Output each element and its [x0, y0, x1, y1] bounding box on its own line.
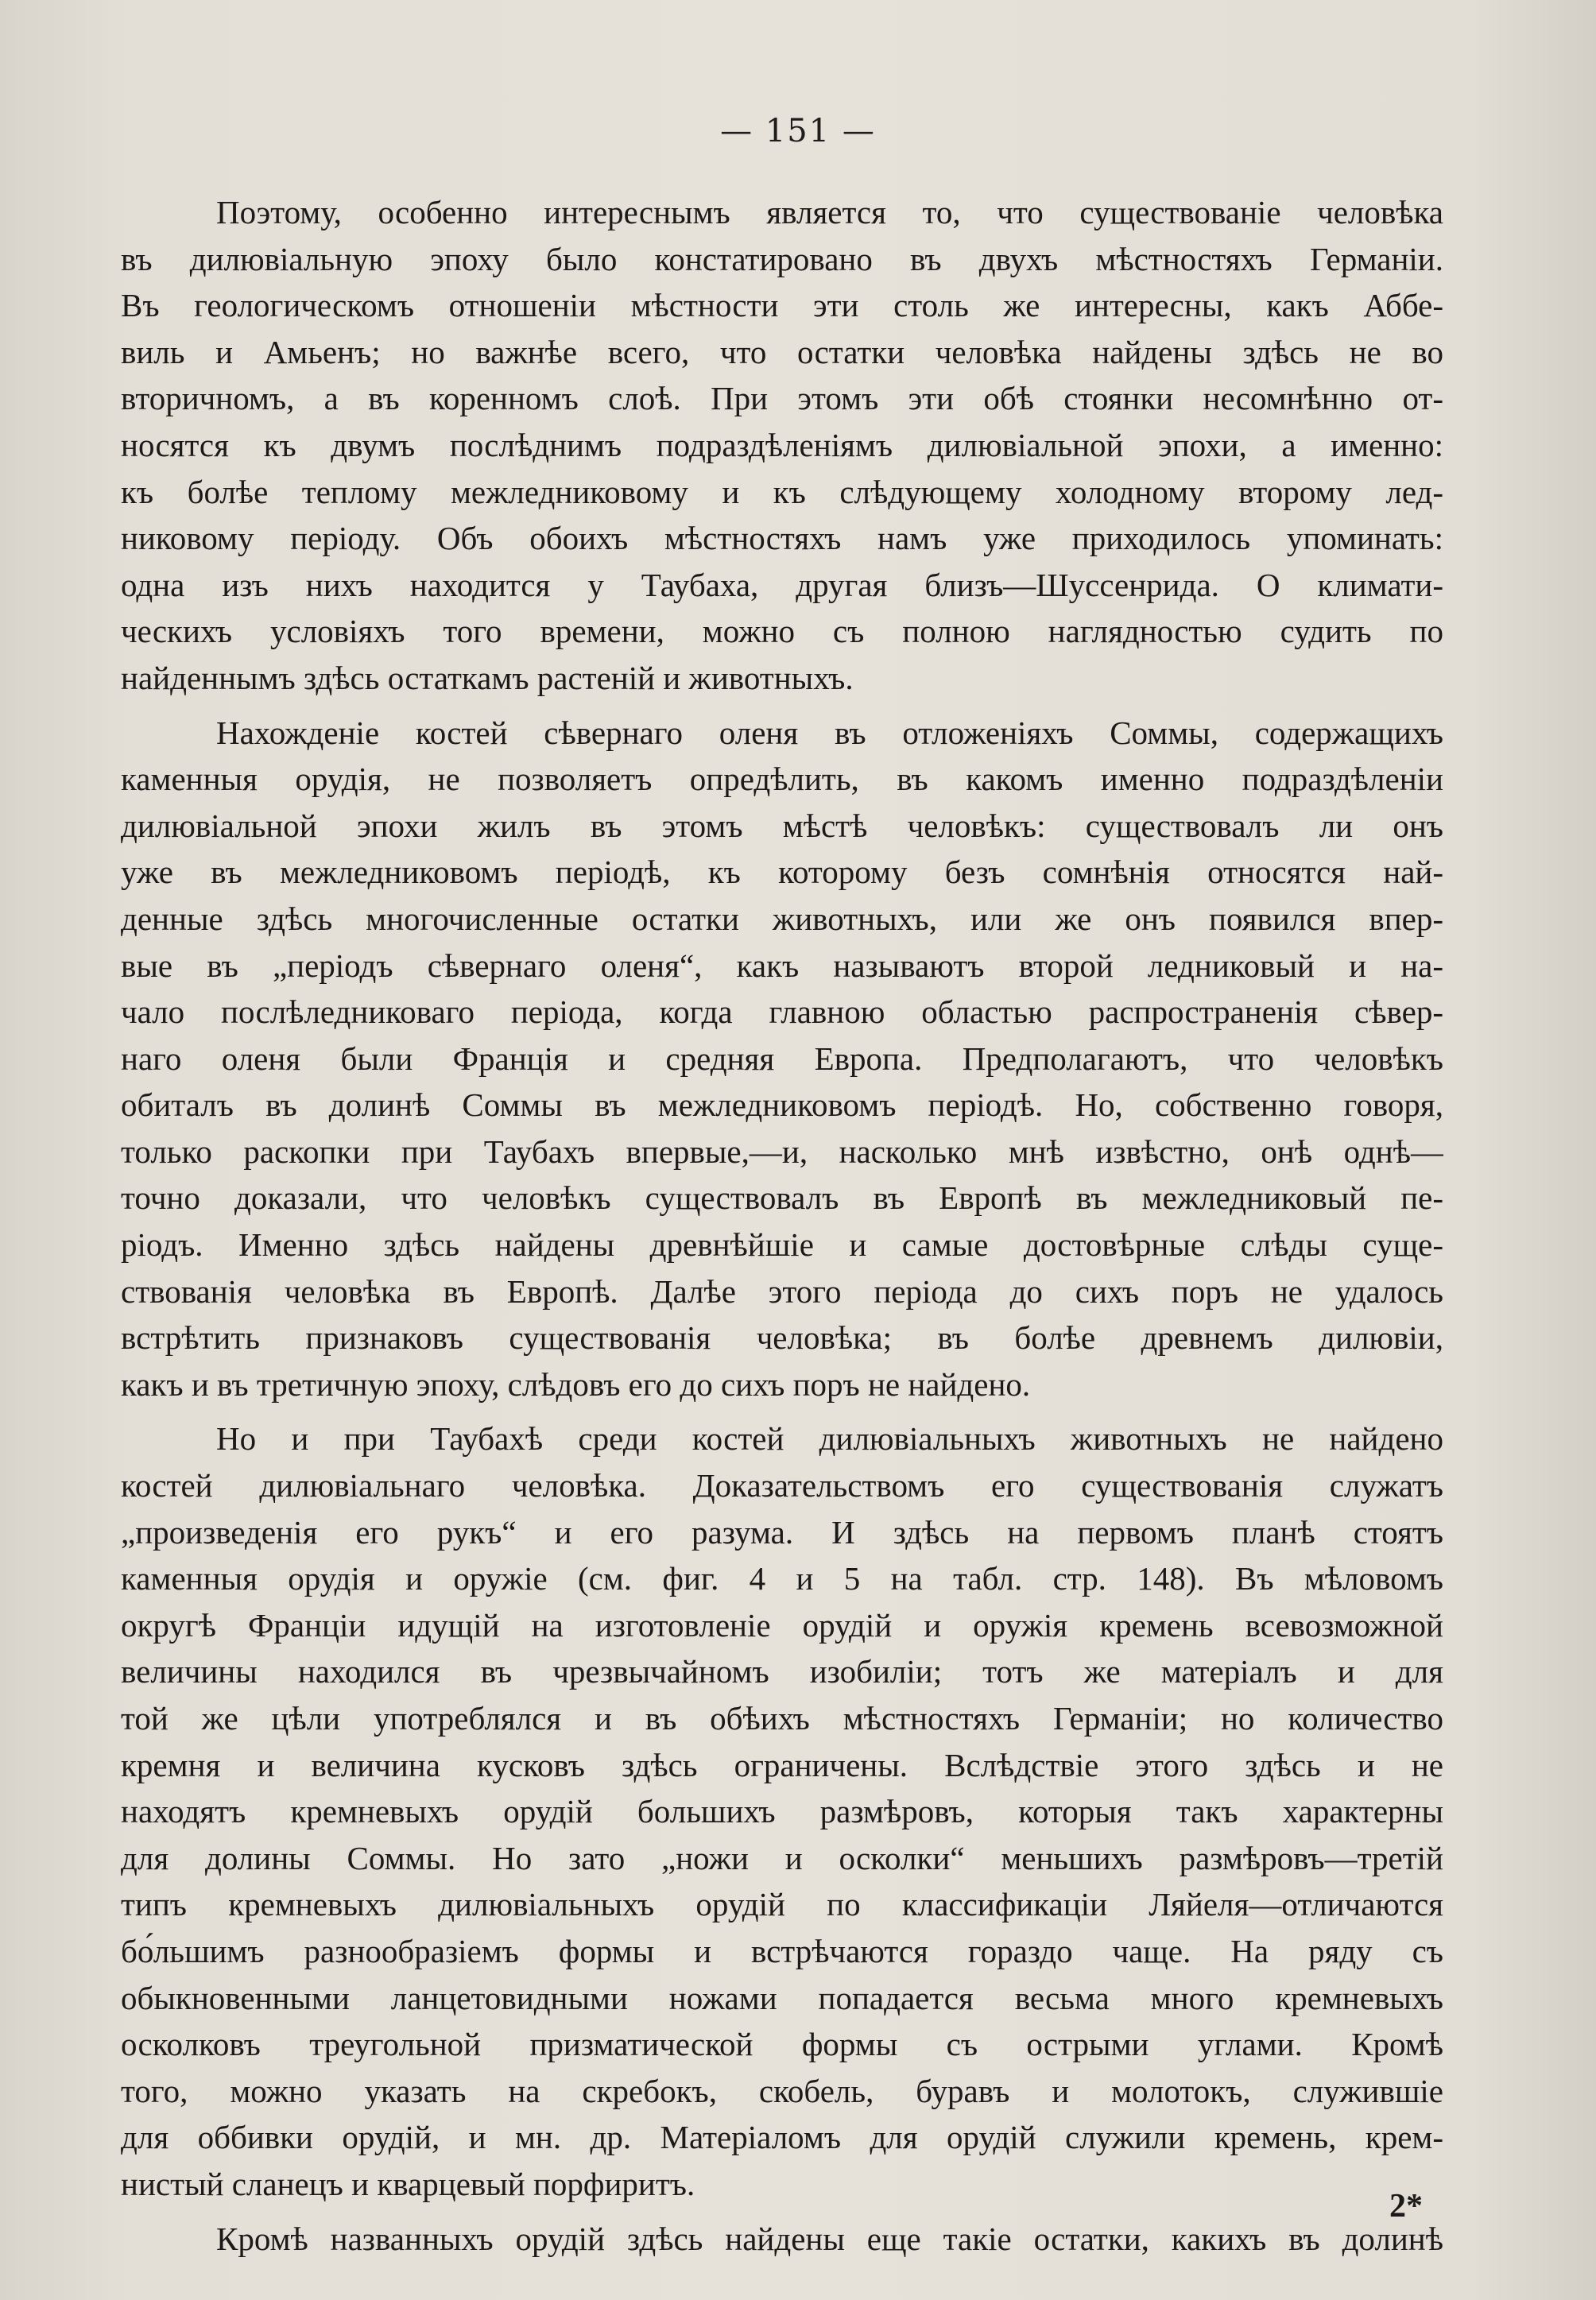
text-line: величины находился въ чрезвычайномъ изобиліи; тотъ же матеріалъ и для	[121, 1653, 1443, 1690]
text-line: нистый сланецъ и кварцевый порфиритъ.	[121, 2165, 695, 2202]
text-line: обыкновенными ланцетовидными ножами попадается весьма много кремневыхъ	[121, 1979, 1443, 2016]
text-line: какъ и въ третичную эпоху, слѣдовъ его до сихъ поръ не найдено.	[121, 1365, 1031, 1403]
text-line: Нахожденіе костей сѣвернаго оленя въ отложеніяхъ Соммы, содержащихъ	[216, 714, 1443, 751]
text-line: виль и Амьенъ; но важнѣе всего, что остатки человѣка найдены здѣсь не во	[121, 333, 1443, 370]
text-line: носятся къ двумъ послѣднимъ подраздѣленіямъ дилювіальной эпохи, а именно:	[121, 426, 1443, 463]
paragraph-3	[121, 1415, 1443, 2207]
text-line: осколковъ треугольной призматической формы съ острыми углами. Кромѣ	[121, 2026, 1443, 2063]
text-line: денные здѣсь многочисленные остатки животныхъ, или же онъ появился впер-	[121, 900, 1443, 937]
text-line: для долины Соммы. Но зато „ножи и осколки“ меньшихъ размѣровъ—третій	[121, 1839, 1443, 1876]
text-line: Въ геологическомъ отношеніи мѣстности эти столь же интересны, какъ Аббе-	[121, 287, 1443, 324]
text-line: обиталъ въ долинѣ Соммы въ межледниковомъ періодѣ. Но, собственно говоря,	[121, 1086, 1443, 1124]
text-line: Но и при Таубахѣ среди костей дилювіальныхъ животныхъ не найдено	[216, 1420, 1443, 1458]
text-line: только раскопки при Таубахъ впервые,—и, насколько мнѣ извѣстно, онѣ однѣ—	[121, 1133, 1443, 1170]
text-line: для оббивки орудій, и мн. др. Матеріаломъ для орудій служили кремень, крем-	[121, 2119, 1443, 2156]
text-line: въ дилювіальную эпоху было констатировано въ двухъ мѣстностяхъ Германіи.	[121, 240, 1443, 277]
text-line: къ болѣе теплому межледниковому и къ слѣдующему холодному второму лед-	[121, 473, 1443, 510]
text-line: костей дилювіальнаго человѣка. Доказательствомъ его существованія служатъ	[121, 1467, 1443, 1504]
text-line: наго оленя были Франція и средняя Европа. Предполагаютъ, что человѣкъ	[121, 1040, 1443, 1077]
text-line: бо́льшимъ разнообразіемъ формы и встрѣчаются гораздо чаще. На ряду съ	[121, 1932, 1443, 1969]
text-line: ріодъ. Именно здѣсь найдены древнѣйшіе и самые достовѣрные слѣды суще-	[121, 1226, 1443, 1264]
text-line: никовому періоду. Объ обоихъ мѣстностяхъ намъ уже приходилось упоминать:	[121, 520, 1443, 557]
text-line: Кромѣ названныхъ орудій здѣсь найдены еще такіе остатки, какихъ въ долинѣ	[216, 2220, 1443, 2257]
text-line: вые въ „періодъ сѣвернаго оленя“, какъ называютъ второй ледниковый и на-	[121, 947, 1443, 984]
text-line: округѣ Франціи идущій на изготовленіе орудій и оружія кремень всевозможной	[121, 1606, 1443, 1644]
text-line: вторичномъ, а въ коренномъ слоѣ. При этомъ эти обѣ стоянки несомнѣнно от-	[121, 380, 1443, 417]
text-line: Поэтому, особенно интереснымъ является то, что существованіе человѣка	[216, 194, 1443, 230]
text-line: находятъ кремневыхъ орудій большихъ размѣровъ, которыя такъ характерны	[121, 1793, 1443, 1830]
text-line: чало послѣледниковаго періода, когда главною областью распространенія сѣвер-	[121, 993, 1443, 1031]
text-line: встрѣтить признаковъ существованія человѣка; въ болѣе древнемъ дилювіи,	[121, 1319, 1443, 1357]
text-line: уже въ межледниковомъ періодѣ, къ которому безъ сомнѣнія относятся най-	[121, 854, 1443, 891]
text-line: каменныя орудія, не позволяетъ опредѣлить, въ какомъ именно подраздѣленіи	[121, 761, 1443, 798]
text-line: дилювіальной эпохи жилъ въ этомъ мѣстѣ человѣкъ: существовалъ ли онъ	[121, 807, 1443, 844]
text-line: „произведенія его рукъ“ и его разума. И здѣсь на первомъ планѣ стоятъ	[121, 1513, 1443, 1551]
text-line: кремня и величина кусковъ здѣсь ограничены. Вслѣдствіе этого здѣсь и не	[121, 1746, 1443, 1783]
page-number: — 151 —	[720, 113, 876, 149]
signature-mark: 2*	[1389, 2188, 1423, 2224]
text-line: ствованія человѣка въ Европѣ. Далѣе этого періода до сихъ поръ не удалось	[121, 1272, 1443, 1310]
body-text	[121, 189, 1443, 2262]
paragraph-1	[121, 189, 1443, 702]
text-line: той же цѣли употреблялся и въ обѣихъ мѣстностяхъ Германіи; но количество	[121, 1700, 1443, 1737]
text-line: ческихъ условіяхъ того времени, можно съ полною наглядностью судить по	[121, 613, 1443, 650]
text-line: одна изъ нихъ находится у Таубаха, другая близъ—Шуссенрида. О климати-	[121, 566, 1443, 603]
text-line: каменныя орудія и оружіе (см. фиг. 4 и 5 на табл. стр. 148). Въ мѣловомъ	[121, 1560, 1443, 1597]
paragraph-4	[121, 2216, 1443, 2263]
text-line: того, можно указать на скребокъ, скобель, буравъ и молотокъ, служившіе	[121, 2072, 1443, 2109]
text-line: точно доказали, что человѣкъ существовалъ въ Европѣ въ межледниковый пе-	[121, 1179, 1443, 1217]
text-line: типъ кремневыхъ дилювіальныхъ орудій по классификаціи Ляйеля—отличаются	[121, 1886, 1443, 1923]
text-line: найденнымъ здѣсь остаткамъ растеній и животныхъ.	[121, 659, 854, 696]
paragraph-2	[121, 710, 1443, 1408]
